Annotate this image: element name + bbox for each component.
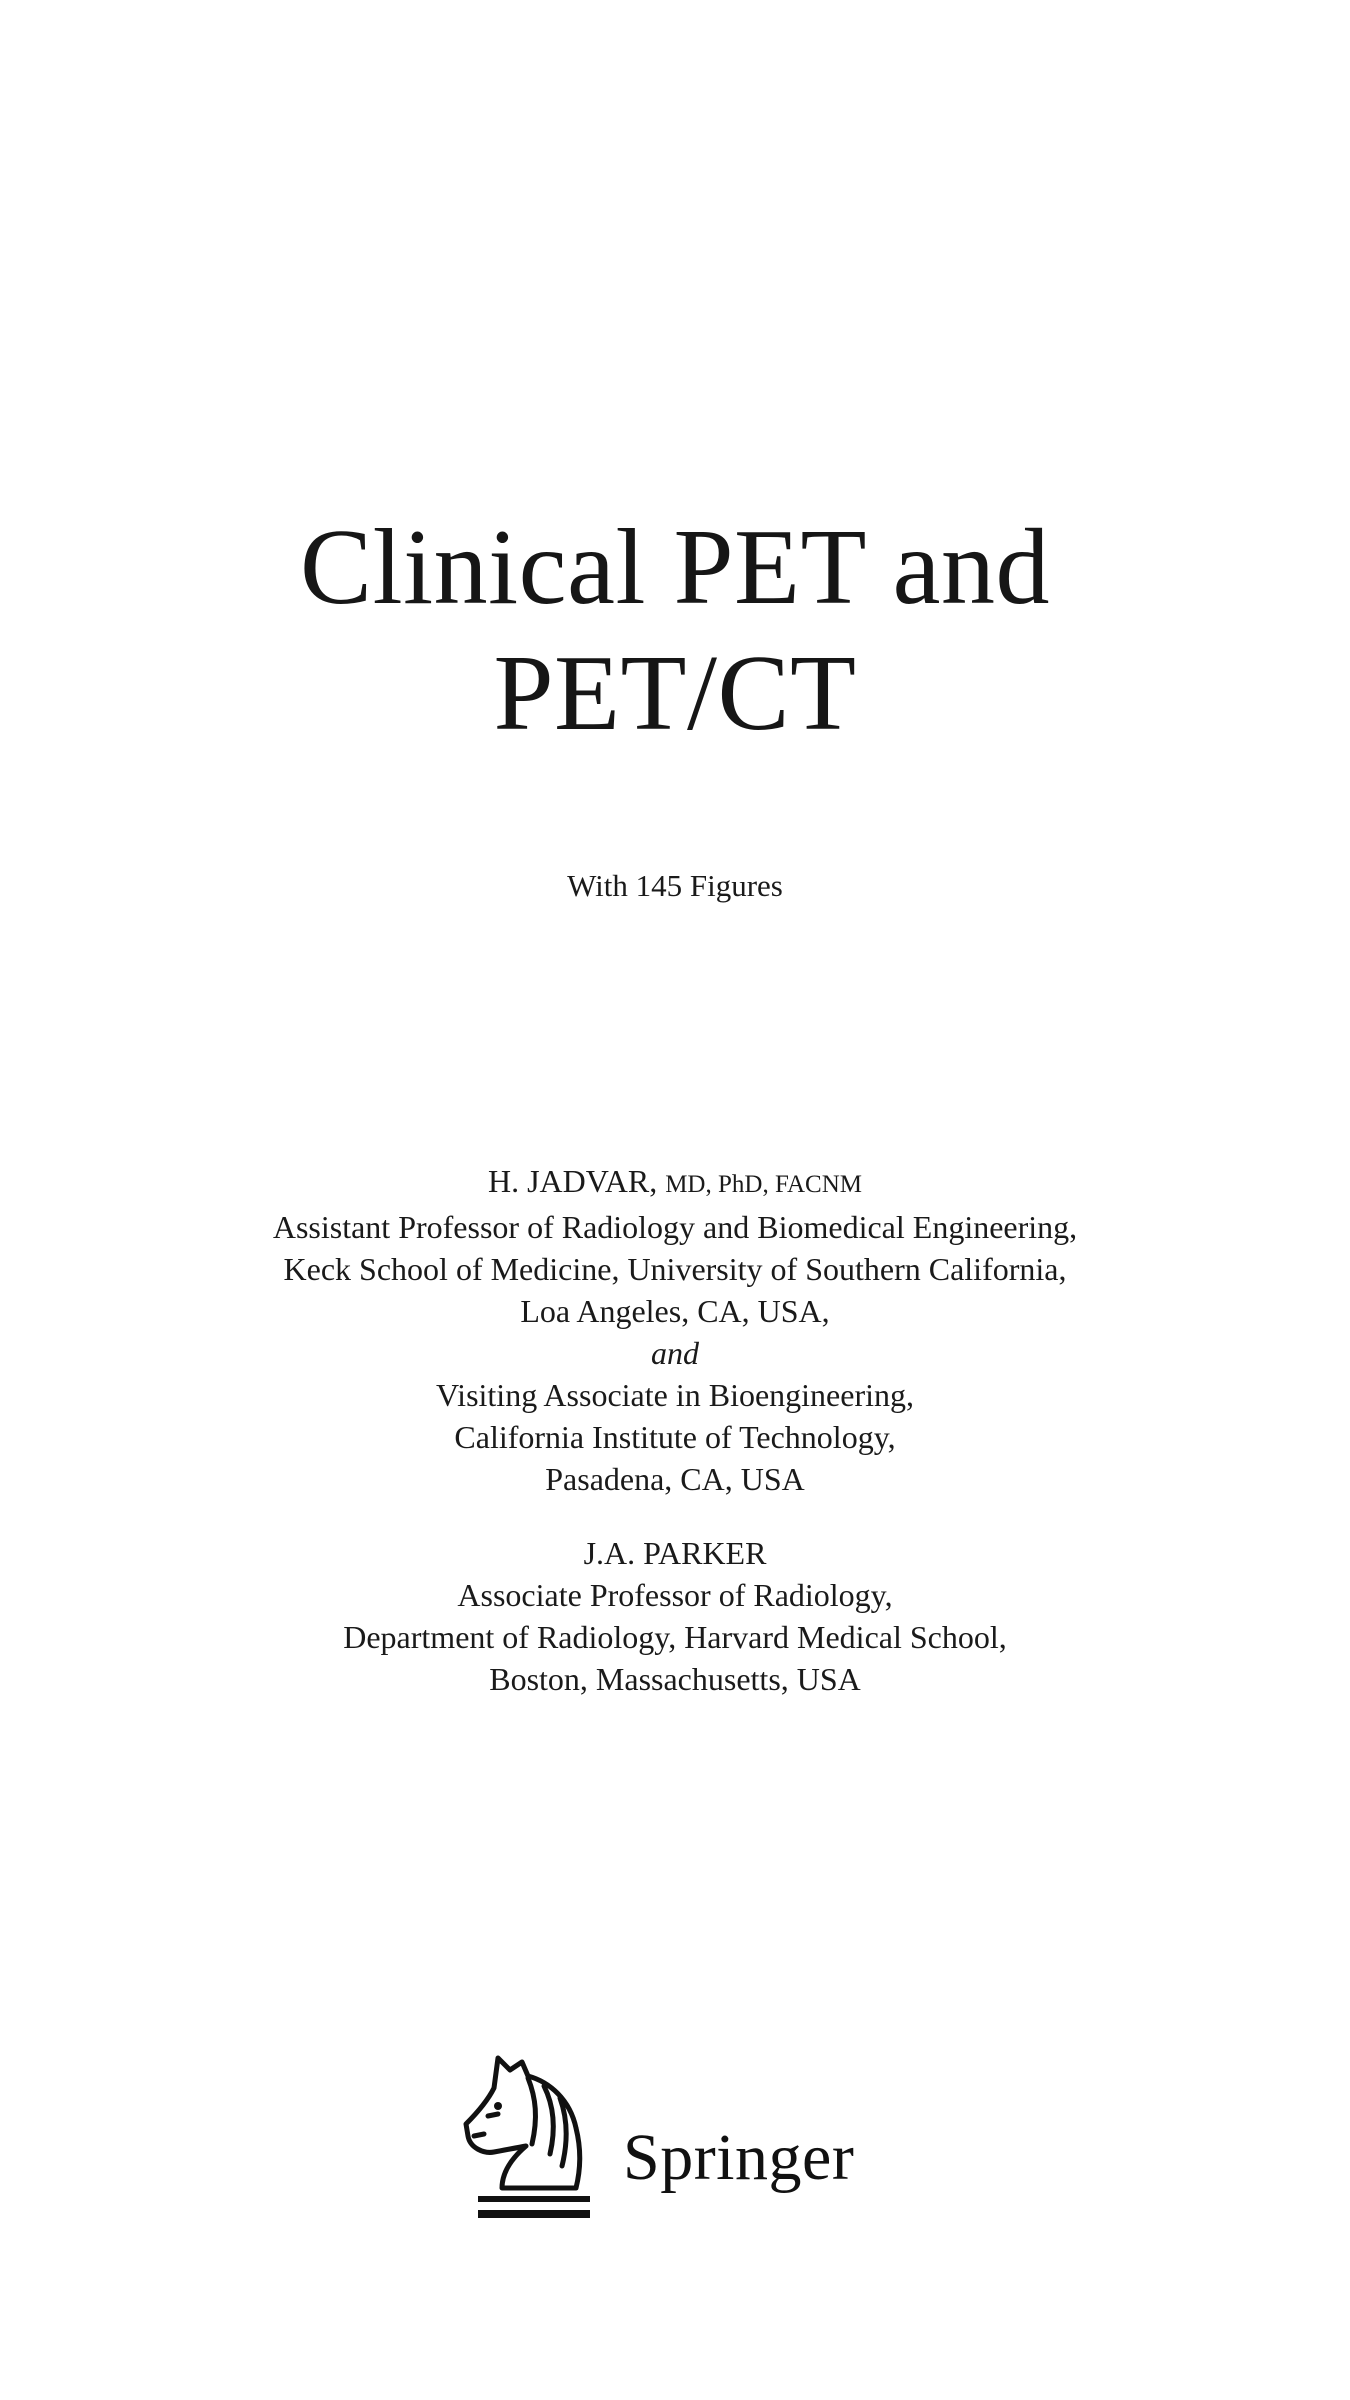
author-1-name: H. JADVAR,	[487, 1163, 658, 1199]
author-1-affiliation-line: Visiting Associate in Bioengineering,	[435, 1377, 914, 1413]
author-spacer	[0, 1500, 1350, 1532]
publisher-imprint	[458, 2048, 898, 2220]
authors-block	[0, 1160, 1350, 1700]
author-1-name-line	[0, 1160, 1350, 1206]
author-1-affiliation-line: Loa Angeles, CA, USA,	[520, 1293, 830, 1329]
author-1-affiliation-line: Assistant Professor of Radiology and Biomedical Engineering,	[272, 1209, 1078, 1245]
author-1-affiliation-line: Keck School of Medicine, University of Southern California,	[283, 1251, 1067, 1287]
author-1-credentials: MD, PhD, FACNM	[665, 1171, 863, 1198]
author-2-name: J.A. PARKER	[583, 1535, 767, 1571]
author-1-connector: and	[651, 1335, 699, 1371]
author-2-affiliation-line: Boston, Massachusetts, USA	[489, 1661, 861, 1697]
author-2-affiliation-line: Department of Radiology, Harvard Medical School,	[343, 1619, 1007, 1655]
book-title-line-1: Clinical PET and	[300, 508, 1050, 627]
springer-horse-logo-icon	[458, 2048, 608, 2220]
book-title	[0, 505, 1350, 757]
author-2-affiliation-line: Associate Professor of Radiology,	[457, 1577, 893, 1613]
book-title-line-2: PET/CT	[493, 634, 857, 753]
author-1-affiliation-line: Pasadena, CA, USA	[545, 1461, 805, 1497]
publisher-name: Springer	[623, 2121, 855, 2194]
figure-count: With 145 Figures	[567, 868, 783, 903]
author-1-affiliation-line: California Institute of Technology,	[454, 1419, 896, 1455]
